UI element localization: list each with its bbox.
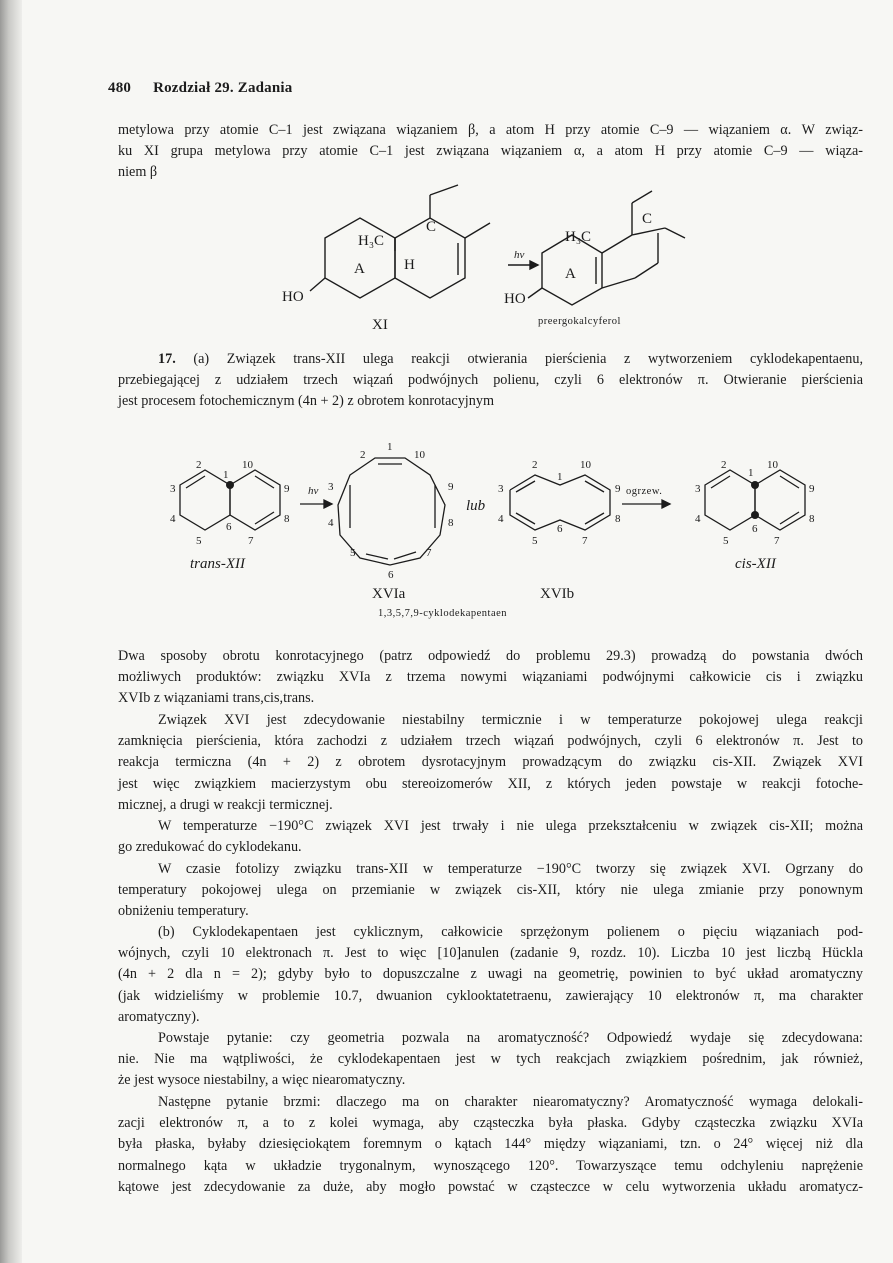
text-line: zacji elektronów π, a to z kolei wymaga, aby cząsteczka była płaska. Gdyby cząsteczka związku XVIa [118,1115,863,1132]
label-lub: lub [466,498,486,514]
trans-locant: 6 [226,521,232,533]
text-line: kątowe jest zdecydowanie za duże, aby mogło powstać w cząsteczce w celu wytworzenia układu aromatycz- [118,1178,863,1195]
text-line: micznej, a drugi w reakcji termicznej. [118,796,333,813]
text-line: niem β [118,164,158,181]
xvia-locant: 5 [350,547,356,559]
text-line: aromatyczny). [118,1008,200,1025]
label-hv: hν [308,485,319,497]
label-h3c-left: H₃C [358,233,385,249]
cis-locant: 6 [752,523,758,535]
text-line: W temperaturze −190°C związek XVI jest trwały i nie ulega przekształceniu w związek cis-XII; można [158,818,863,834]
xvia-locant: 2 [360,449,366,461]
text-line: nie. Nie ma wątpliwości, że cyklodekapentaen jest w tych reakcjach związkiem pośrednim, jak również, [118,1051,863,1068]
xvib-locant: 4 [498,513,504,525]
trans-locant: 4 [170,513,176,525]
trans-locant: 8 [284,513,290,525]
xvib-locant: 8 [615,513,621,525]
trans-locant: 5 [196,535,202,547]
body-paragraph-3 [118,816,863,858]
label-c-right: C [642,211,653,227]
text-line: metylowa przy atomie C–1 jest związana wiązaniem β, a atom H przy atomie C–9 — wiązaniem α. W związ- [118,122,863,138]
cis-locant: 1 [748,467,754,479]
trans-locant: 2 [196,459,202,471]
problem-number: 17. [158,351,176,367]
xvib-locant: 5 [532,535,538,547]
label-preergokalcyferol: preergokalcyferol [538,316,621,327]
text-line: normalnego kąta w układzie trygonalnym, wynoszącego 120°. Towarzyszące temu odchyleniu naprężenie [118,1157,863,1174]
body-paragraph-7 [118,1092,863,1198]
text-line: go zredukować do cyklodekanu. [118,839,302,856]
figure-xi-to-preergokalcyferol [280,183,700,333]
xvib-locant: 7 [582,535,588,547]
xvib-locant: 10 [580,459,591,471]
text-line-content: (a) Związek trans-XII ulega reakcji otwierania pierścienia z wytworzeniem cyklodekapentaenu, [193,351,863,367]
text-line: XVIb z wiązaniami trans,cis,trans. [118,690,315,707]
text-line: była płaska, byłaby dziesięciokątem foremnym o kątach 144° między wiązaniami, tzn. o 24° więcej niż dla [118,1136,863,1153]
label-hv: hν [514,249,525,261]
trans-xii-right-ring [230,470,280,530]
xvib-locant: 2 [532,459,538,471]
label-ogrzew: ogrzew. [626,486,663,497]
trans-locant: 7 [248,535,254,547]
trans-locant: 9 [284,483,290,495]
xvib-locant: 1 [557,471,563,483]
figure-xii-cyklodekapentaen [160,440,840,620]
label-xvib: XVIb [540,586,575,602]
text-line: W czasie fotolizy związku trans-XII w temperaturze −190°C tworzy się związek XVI. Ogrzany do [158,861,863,877]
text-line: możliwych produktów: związku XVIa z trzema nowymi wiązaniami podwójnymi całkowicie cis i związku [118,669,863,686]
cis-h-dot-bottom [751,511,759,519]
label-h: H [404,257,415,273]
text-line: Następne pytanie brzmi: dlaczego ma on charakter niearomatyczny? Aromatyczność wymaga delokali- [158,1094,863,1110]
body-paragraph-5 [118,922,863,1028]
trans-locant: 10 [242,459,253,471]
problem-17-paragraph [118,349,863,413]
label-cis-xii: cis-XII [735,556,776,572]
text-line: Powstaje pytanie: czy geometria pozwala na aromatyczność? Odpowiedź wydaje się zdecydowana: [158,1030,863,1046]
cis-locant: 8 [809,513,815,525]
cis-locant: 4 [695,513,701,525]
text-line: (b) Cyklodekapentaen jest cyklicznym, całkowicie sprzężonym polienem o pięciu wiązaniach pod- [158,924,863,940]
xvib-locant: 3 [498,483,504,495]
cis-locant: 2 [721,459,727,471]
text-line: (4n + 2 dla n = 2); gdyby było to dopuszczalne z uwagi na geometrię, powinien to być układ aromatyczny [118,966,863,983]
cis-locant: 5 [723,535,729,547]
label-ho-left: HO [282,289,304,305]
trans-locant: 1 [223,469,229,481]
cis-locant: 10 [767,459,778,471]
xvia-locant: 4 [328,517,334,529]
cis-locant: 7 [774,535,780,547]
text-line: wójnych, czyli 10 elektronach π. Jest to więc [10]anulen (zadanie 9, rozdz. 10). Liczba 10 jest liczbą Hückla [118,945,863,962]
text-line: ku XI grupa metylowa przy atomie C–1 jest związana wiązaniem α, a atom H przy atomie C–9 — wiąza- [118,143,863,160]
xvia-locant: 3 [328,481,334,493]
label-c-left: C [426,219,437,235]
ring-a-left [325,218,395,298]
text-line [118,349,863,370]
label-a-right: A [565,266,576,282]
cis-locant: 9 [809,483,815,495]
text-line: że jest wysoce niestabilny, a więc niearomatyczny. [118,1072,406,1089]
xvia-locant: 7 [426,547,432,559]
trans-locant: 3 [170,483,176,495]
label-xvia: XVIa [372,586,406,602]
body-paragraph-4 [118,859,863,923]
trans-h-dot [226,481,234,489]
text-line: obniżeniu temperatury. [118,903,249,920]
text-line: Dwa sposoby obrotu konrotacyjnego (patrz odpowiedź do problemu 29.3) prowadzą do powstania dwóch [118,648,863,664]
text-line: jest procesem fotochemicznym (4n + 2) z obrotem konrotacyjnym [118,393,494,410]
page-number: 480 [108,80,132,96]
text-line: (jak widzieliśmy w problemie 10.7, dwuanion cyklooktatetraenu, zawierający 10 elektronów π, ma charakter [118,987,863,1004]
label-xi: XI [372,317,388,333]
label-trans-xii: trans-XII [190,556,245,572]
xvia-locant: 10 [414,449,425,461]
xvia-locant: 9 [448,481,454,493]
xvia-locant: 8 [448,517,454,529]
xvia-locant: 6 [388,569,394,581]
text-line: jest więc związkiem macierzystym obu stereoizomerów XII, z których jeden powstaje w reakcji fotoche- [118,775,863,792]
cis-xii-right-ring [755,470,805,530]
xvib-ring [510,475,610,530]
xvia-locant: 1 [387,441,393,453]
running-head [108,80,293,97]
intro-paragraph [118,120,863,184]
xvib-locant: 6 [557,523,563,535]
chapter-title: Rozdział 29. Zadania [153,80,293,96]
text-line: temperatury pokojowej ulega on przemianie w związek cis-XII, który nie ulega zmianie przy ponownym [118,882,863,899]
label-ho-right: HO [504,291,526,307]
label-a-left: A [354,261,365,277]
cis-xii-left-ring [705,470,755,530]
cis-h-dot-top [751,481,759,489]
text-line: reakcja termiczna (4n + 2) z obrotem dysrotacyjnym prowadzącym do związku cis-XII. Związek XVI [118,754,863,771]
cis-locant: 3 [695,483,701,495]
text-line: Związek XVI jest zdecydowanie niestabilny termicznie i w temperaturze pokojowej ulega reakcji [158,712,863,728]
body-paragraph-1 [118,646,863,710]
body-paragraph-6 [118,1028,863,1092]
figure-caption: 1,3,5,7,9-cyklodekapentaen [378,608,508,619]
body-paragraph-2 [118,710,863,816]
xvib-locant: 9 [615,483,621,495]
text-line: zamknięcia pierścienia, która zachodzi z udziałem trzech wiązań podwójnych, czyli 6 elektronów π. Jest to [118,733,863,750]
label-h3c-right: H₃C [565,229,592,245]
text-line: przebiegającej z udziałem trzech wiązań podwójnych polienu, czyli 6 elektronów π. Otwieranie pierścienia [118,372,863,389]
